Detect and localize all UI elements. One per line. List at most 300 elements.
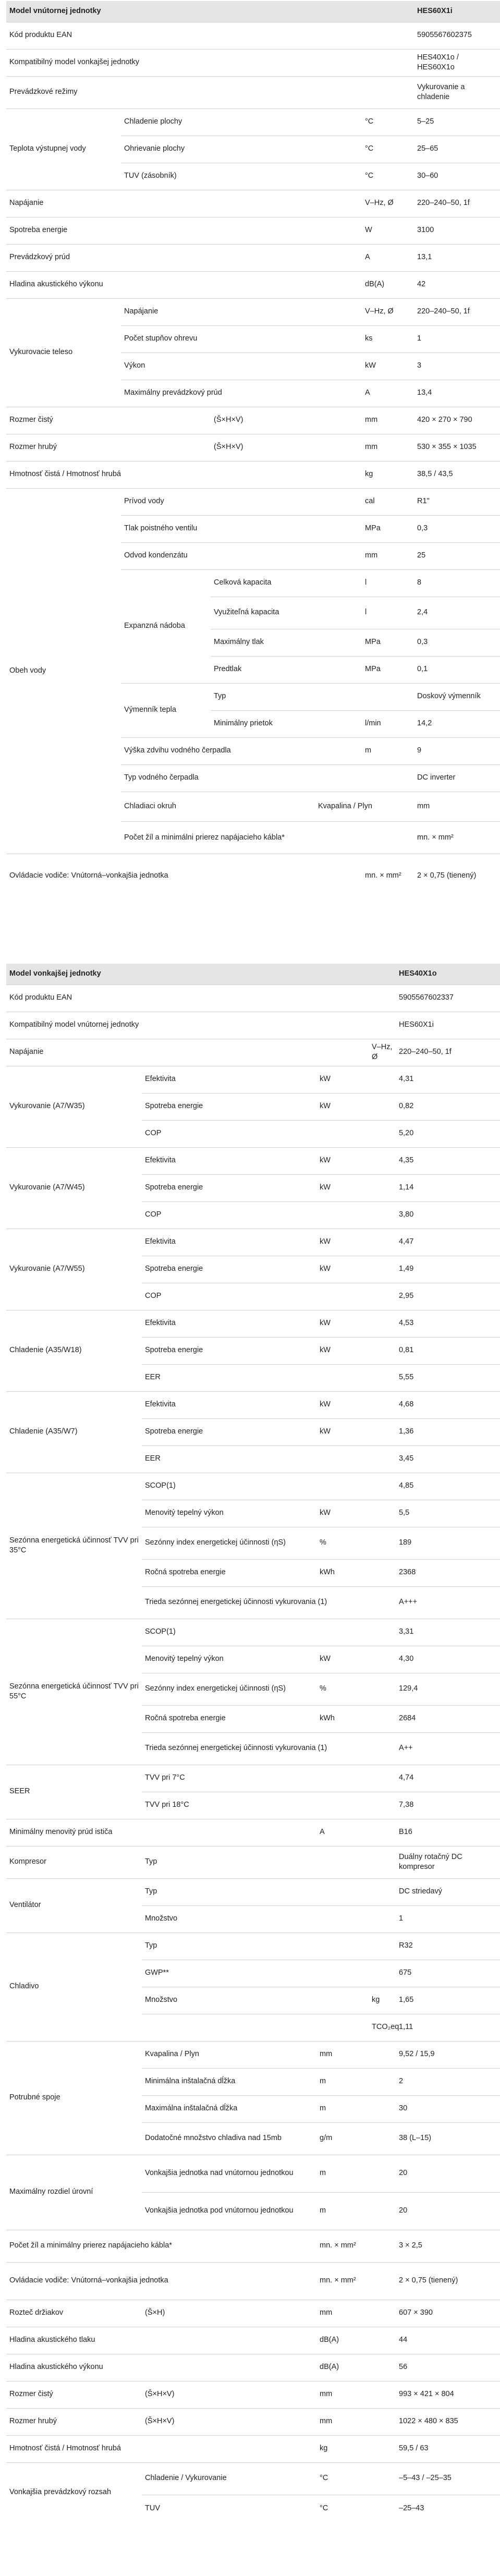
- table-cell: 4,47: [396, 1229, 500, 1256]
- table-cell: Vykurovanie (A7/W55): [6, 1229, 142, 1310]
- table-cell: Ovládacie vodiče: Vnútorná–vonkajšia jednotka: [6, 2262, 316, 2300]
- table-cell: Prívod vody: [121, 488, 362, 515]
- table-cell: [369, 1174, 396, 1201]
- table-cell: [369, 1619, 396, 1646]
- table-cell: kW: [316, 1174, 369, 1201]
- table-cell: SCOP(1): [142, 1473, 316, 1500]
- table-cell: [369, 2095, 396, 2122]
- table-cell: [369, 1846, 396, 1878]
- table-cell: [369, 2495, 396, 2522]
- table-row: [6, 434, 500, 461]
- table-cell: %: [316, 1673, 369, 1705]
- table-row: [6, 217, 500, 244]
- table-cell: Typ: [142, 1878, 316, 1905]
- table-cell: Typ: [142, 1846, 316, 1878]
- table-cell: 0,81: [396, 1337, 500, 1364]
- table-row: [6, 1310, 500, 1337]
- table-cell: Rozmer čistý: [6, 2381, 142, 2408]
- table-cell: mn. × mm²: [316, 2230, 369, 2262]
- table-cell: [369, 1960, 396, 1987]
- table-cell: Hmotnosť čistá / Hmotnosť hrubá: [6, 461, 362, 488]
- table-row: [6, 1765, 500, 1792]
- table-cell: Potrubné spoje: [6, 2041, 142, 2155]
- table-cell: [316, 1905, 369, 1933]
- table-cell: [369, 1878, 396, 1905]
- table-cell: (Š×H×V): [142, 2408, 316, 2435]
- table-cell: [369, 1391, 396, 1418]
- table-cell: Chladenie (A35/W7): [6, 1391, 142, 1473]
- table-cell: [369, 2041, 396, 2068]
- table-cell: Chladenie plochy: [121, 108, 362, 136]
- table-cell: [316, 2014, 369, 2041]
- table-cell: [369, 1256, 396, 1283]
- table-cell: 13,4: [414, 380, 500, 407]
- table-cell: [369, 2155, 396, 2192]
- table-cell: Napájanie: [6, 1039, 369, 1066]
- table-row: [6, 2230, 500, 2262]
- table-cell: TUV (zásobník): [121, 163, 362, 190]
- table-cell: 2684: [396, 1705, 500, 1732]
- table-row: [6, 1933, 500, 1960]
- table-cell: %: [316, 1527, 369, 1559]
- table-cell: Spotreba energie: [142, 1093, 316, 1120]
- table-cell: B16: [396, 1819, 500, 1846]
- table-row: [6, 190, 500, 217]
- table-cell: 420 × 270 × 790: [414, 407, 500, 434]
- table-row: [6, 108, 500, 136]
- table-cell: [316, 1846, 369, 1878]
- table-cell: Dodatočné množstvo chladiva nad 15mb: [142, 2122, 316, 2155]
- table-cell: SEER: [6, 1765, 142, 1819]
- header-cell: HES40X1o: [396, 964, 500, 985]
- table-row: [6, 1147, 500, 1174]
- table-cell: kWh: [316, 1559, 369, 1586]
- table-cell: COP: [142, 1201, 316, 1229]
- table-cell: Využiteľná kapacita: [211, 597, 362, 629]
- table-cell: 4,85: [396, 1473, 500, 1500]
- table-cell: 993 × 421 × 804: [396, 2381, 500, 2408]
- header-cell: Model vonkajšej jednotky: [6, 964, 396, 985]
- table-cell: [316, 1960, 369, 1987]
- table-cell: (Š×H×V): [142, 2381, 316, 2408]
- table-cell: 8: [414, 569, 500, 597]
- table-cell: Efektivita: [142, 1310, 316, 1337]
- table-cell: 220–240–50, 1f: [414, 298, 500, 325]
- table-cell: mm: [362, 434, 414, 461]
- table-cell: °C: [362, 163, 414, 190]
- table-cell: Hladina akustického výkonu: [6, 271, 362, 298]
- table-row: [6, 407, 500, 434]
- table-cell: 38 (L–15): [396, 2122, 500, 2155]
- table-cell: [369, 2230, 396, 2262]
- table-cell: 4,30: [396, 1646, 500, 1673]
- table-cell: 2 × 0,75 (tienený): [417, 871, 477, 880]
- table-cell: Teplota výstupnej vody: [6, 108, 121, 190]
- table-cell: Predtlak: [211, 656, 362, 683]
- table-cell: SCOP(1): [142, 1619, 316, 1646]
- table-row: [6, 488, 500, 515]
- table-cell: COP: [142, 1283, 316, 1310]
- header-cell: Model vnútornej jednotky: [6, 1, 414, 22]
- table-cell: 42: [414, 271, 500, 298]
- table-cell: mm: [316, 2041, 369, 2068]
- table-cell: [316, 1473, 369, 1500]
- table-cell: kW: [316, 1147, 369, 1174]
- table-cell: Kvapalina / Plyn: [142, 2041, 316, 2068]
- table-cell: [369, 1559, 396, 1586]
- table-cell: GWP**: [142, 1960, 316, 1987]
- table-cell: Kompresor: [6, 1846, 142, 1878]
- table-row: [6, 1229, 500, 1256]
- table-cell: °C: [316, 2462, 369, 2495]
- table-cell: 13,1: [414, 244, 500, 271]
- table-cell: l/min: [362, 710, 414, 737]
- table-cell: 2,4: [414, 597, 500, 629]
- table-cell: Počet stupňov ohrevu: [121, 325, 362, 353]
- table-cell: °C: [362, 108, 414, 136]
- table-cell: Minimálny prietok: [211, 710, 362, 737]
- table-row: [6, 1391, 500, 1418]
- table-cell: Rozmer hrubý: [6, 2408, 142, 2435]
- table-cell: Ohrievanie plochy: [121, 136, 362, 163]
- table-row: [6, 1012, 500, 1039]
- table-cell: 189: [396, 1527, 500, 1559]
- table-cell: [369, 1586, 396, 1619]
- table-row: [6, 1846, 500, 1878]
- table-cell: Rozmer čistý: [6, 407, 211, 434]
- table-cell: Počet žíl a minimálny prierez napájacieho kábla*: [6, 2230, 316, 2262]
- table-cell: Spotreba energie: [142, 1174, 316, 1201]
- table-cell: Výkon: [121, 353, 362, 380]
- table-cell: Odvod kondenzátu: [121, 542, 362, 569]
- table-cell: 1022 × 480 × 835: [396, 2408, 500, 2435]
- table-cell: A: [316, 1819, 369, 1846]
- table-cell: l: [362, 569, 414, 597]
- table-cell: kW: [316, 1418, 369, 1445]
- table-cell: HES40X1o / HES60X1o: [414, 49, 500, 76]
- table-cell: mm: [316, 2408, 369, 2435]
- table-cell: [369, 2068, 396, 2095]
- table-cell: –5–43 / –25–35: [396, 2462, 500, 2495]
- table-cell: 0,1: [414, 656, 500, 683]
- table-cell: Efektivita: [142, 1066, 316, 1093]
- table-cell: 5905567602375: [414, 22, 500, 49]
- table-cell: Doskový výmenník: [414, 683, 500, 710]
- table-header-row: [6, 964, 500, 985]
- table-cell: [316, 1878, 369, 1905]
- table-cell: Počet žíl a minimálni prierez napájacieho kábla*: [121, 822, 414, 854]
- table-cell: 3100: [414, 217, 500, 244]
- table-cell: [316, 1765, 369, 1792]
- table-cell: V–Hz, Ø: [362, 190, 414, 217]
- table-cell: Ročná spotreba energie: [142, 1559, 316, 1586]
- table-cell: [369, 2300, 396, 2327]
- table-row: [6, 2381, 500, 2408]
- table-cell: [142, 2014, 316, 2041]
- table-cell: [369, 1765, 396, 1792]
- table-cell: mm: [316, 2381, 369, 2408]
- table-cell: Hladina akustického výkonu: [6, 2354, 316, 2381]
- table-cell: m: [316, 2068, 369, 2095]
- table-cell: [369, 1066, 396, 1093]
- table-cell: dB(A): [316, 2327, 369, 2354]
- table-row: [6, 1878, 500, 1905]
- table-cell: [369, 2122, 396, 2155]
- table-cell: [369, 1445, 396, 1473]
- table-cell: [369, 1673, 396, 1705]
- table-cell: [369, 2192, 396, 2230]
- table-cell: m: [362, 737, 414, 764]
- table-cell: Prevádzkový prúd: [6, 244, 362, 271]
- table-cell: 30: [396, 2095, 500, 2122]
- table-cell: 25: [414, 542, 500, 569]
- table-cell: (Š×H): [142, 2300, 316, 2327]
- table-cell: [369, 1473, 396, 1500]
- table-cell: TVV pri 7°C: [142, 1765, 316, 1792]
- table-cell: Sezónna energetická účinnosť TVV pri 35°C: [6, 1473, 142, 1619]
- table-cell: Chladivo: [6, 1933, 142, 2041]
- table-row: [6, 2327, 500, 2354]
- table-cell: Množstvo: [142, 1987, 316, 2014]
- table-cell: 44: [396, 2327, 500, 2354]
- table-cell: Kód produktu EAN: [6, 22, 414, 49]
- table-cell: m: [316, 2155, 369, 2192]
- table-cell: Typ: [142, 1933, 316, 1960]
- table-cell: mn. × mm²: [316, 2262, 369, 2300]
- table-cell: 2: [396, 2068, 500, 2095]
- table-cell: Maximálny rozdiel úrovní: [6, 2155, 142, 2230]
- table-cell: 0,3: [414, 629, 500, 656]
- table-cell: mm: [362, 542, 414, 569]
- table-cell: 4,35: [396, 1147, 500, 1174]
- table-cell: Efektivita: [142, 1391, 316, 1418]
- table-cell: A++: [396, 1732, 500, 1765]
- table-cell: Vykurovanie a chladenie: [414, 76, 500, 108]
- table-row: [6, 49, 500, 76]
- table-cell: [369, 2381, 396, 2408]
- table-cell: Vykurovacie teleso: [6, 298, 121, 407]
- table-cell: kW: [316, 1391, 369, 1418]
- table-cell: Spotreba energie: [142, 1256, 316, 1283]
- table-cell: MPa: [362, 515, 414, 542]
- table-row: [6, 2408, 500, 2435]
- table-cell: [369, 1147, 396, 1174]
- table-row: [6, 2462, 500, 2495]
- table-cell: 5–25: [414, 108, 500, 136]
- table-cell: Duálny rotačný DC kompresor: [396, 1846, 500, 1878]
- table-cell: kW: [316, 1500, 369, 1527]
- table-row: [6, 1473, 500, 1500]
- table-cell: [362, 764, 414, 792]
- table-cell: [316, 1201, 369, 1229]
- table-cell: [369, 1933, 396, 1960]
- table-cell: 2,95: [396, 1283, 500, 1310]
- table-cell: kg: [316, 2435, 369, 2462]
- table-cell: 4,74: [396, 1765, 500, 1792]
- table-cell: 530 × 355 × 1035: [414, 434, 500, 461]
- table-cell: MPa: [362, 656, 414, 683]
- table-cell: Menovitý tepelný výkon: [142, 1646, 316, 1673]
- table-cell: Typ: [211, 683, 362, 710]
- table-cell: kg: [362, 461, 414, 488]
- table-cell: Rozmer hrubý: [6, 434, 211, 461]
- table-cell: –25–43: [399, 2504, 424, 2512]
- table-cell: TCO₂eq: [369, 2014, 396, 2041]
- table-cell: [369, 1120, 396, 1147]
- table-cell: A: [362, 244, 414, 271]
- table-cell: Tlak poistného ventilu: [121, 515, 362, 542]
- table-cell: 30–60: [414, 163, 500, 190]
- table-cell: kg: [369, 1987, 396, 2014]
- table-cell: A: [362, 380, 414, 407]
- table-cell: (Š×H×V): [211, 434, 362, 461]
- table-row: [6, 2262, 500, 2300]
- table-cell: 607 × 390: [396, 2300, 500, 2327]
- table-cell: Napájanie: [121, 298, 362, 325]
- table-cell: 9: [414, 737, 500, 764]
- table-cell: [369, 1792, 396, 1819]
- table-cell: kW: [316, 1310, 369, 1337]
- table-row: [6, 76, 500, 108]
- table-cell: Rozteč držiakov: [6, 2300, 142, 2327]
- table-cell: EER: [142, 1445, 316, 1473]
- table-cell: [316, 1792, 369, 1819]
- table-cell: Vonkajšia jednotka nad vnútornou jednotkou: [142, 2155, 316, 2192]
- table-cell: Efektivita: [142, 1229, 316, 1256]
- table-row: [6, 22, 500, 49]
- table-cell: mn. × mm²: [365, 871, 401, 880]
- table-cell: [369, 1093, 396, 1120]
- table-cell: Spotreba energie: [6, 217, 362, 244]
- table-cell: Maximálna inštalačná dĺžka: [142, 2095, 316, 2122]
- table-cell: [369, 1819, 396, 1846]
- table-cell: g/m: [316, 2122, 369, 2155]
- table-cell: [369, 1646, 396, 1673]
- table-cell: Kompatibilný model vonkajšej jednotky: [6, 49, 414, 76]
- table-cell: [369, 1337, 396, 1364]
- table-cell: 20: [396, 2155, 500, 2192]
- table-cell: R1": [414, 488, 500, 515]
- table-cell: 1,65: [396, 1987, 500, 2014]
- table-row: [6, 2041, 500, 2068]
- table-cell: 1: [414, 325, 500, 353]
- table-cell: 7,38: [396, 1792, 500, 1819]
- table-cell: 59,5 / 63: [396, 2435, 500, 2462]
- table-row: [6, 2300, 500, 2327]
- table-cell: kW: [316, 1066, 369, 1093]
- table-cell: Maximálny tlak: [211, 629, 362, 656]
- table-cell: kW: [316, 1229, 369, 1256]
- table-cell: Maximálny prevádzkový prúd: [121, 380, 362, 407]
- table-cell: 5905567602337: [396, 985, 500, 1012]
- table-cell: 1: [396, 1905, 500, 1933]
- table-cell: Sezónny index energetickej účinnosti (ηS): [142, 1673, 316, 1705]
- table-cell: 14,2: [414, 710, 500, 737]
- table-cell: TUV: [145, 2504, 160, 2512]
- table-cell: [316, 1619, 369, 1646]
- table-cell: Kód produktu EAN: [6, 985, 396, 1012]
- table-row: [6, 1819, 500, 1846]
- table-cell: Prevádzkové režimy: [6, 76, 414, 108]
- table-cell: 1,36: [396, 1418, 500, 1445]
- table-cell: Spotreba energie: [142, 1337, 316, 1364]
- table-row: [6, 2354, 500, 2381]
- table-cell: 4,31: [396, 1066, 500, 1093]
- table-cell: TVV pri 18°C: [142, 1792, 316, 1819]
- table-cell: kW: [316, 1256, 369, 1283]
- table-cell: 129,4: [396, 1673, 500, 1705]
- table-cell: Minimálna inštalačná dĺžka: [142, 2068, 316, 2095]
- table-cell: [369, 2327, 396, 2354]
- table-cell: kWh: [316, 1705, 369, 1732]
- table-cell: Chladiaci okruh: [121, 792, 315, 822]
- table-cell: Vonkajšia jednotka pod vnútornou jednotkou: [142, 2192, 316, 2230]
- table-cell: 1,14: [396, 1174, 500, 1201]
- table-cell: 3: [414, 353, 500, 380]
- table-cell: 2368: [396, 1559, 500, 1586]
- table-cell: Celková kapacita: [211, 569, 362, 597]
- table-cell: Sezónna energetická účinnosť TVV pri 55°C: [6, 1619, 142, 1765]
- table-cell: Vykurovanie (A7/W35): [6, 1066, 142, 1147]
- table-cell: 0,82: [396, 1093, 500, 1120]
- table-cell: mn. × mm²: [414, 822, 500, 854]
- table-cell: Trieda sezónnej energetickej účinnosti vykurovania (1): [142, 1732, 369, 1765]
- table-cell: m: [316, 2192, 369, 2230]
- table-cell: Chladenie / Vykurovanie: [142, 2462, 316, 2495]
- table-cell: DC inverter: [414, 764, 500, 792]
- table-cell: [369, 1500, 396, 1527]
- table-cell: Expanzná nádoba: [121, 569, 211, 683]
- table-cell: l: [362, 597, 414, 629]
- table-row: [6, 985, 500, 1012]
- table-cell: dB(A): [316, 2354, 369, 2381]
- table-cell: ks: [362, 325, 414, 353]
- table-cell: [316, 1445, 369, 1473]
- table-cell: 25–65: [414, 136, 500, 163]
- table-cell: 20: [396, 2192, 500, 2230]
- table-cell: Kvapalina / Plyn: [315, 792, 414, 822]
- table-cell: (Š×H×V): [211, 407, 362, 434]
- table-cell: Ventilátor: [6, 1878, 142, 1933]
- table-cell: 4,68: [396, 1391, 500, 1418]
- header-cell: HES60X1i: [414, 1, 500, 22]
- table-cell: Výška zdvihu vodného čerpadla: [121, 737, 362, 764]
- table-cell: 220–240–50, 1f: [414, 190, 500, 217]
- table-cell: m: [316, 2095, 369, 2122]
- table-cell: DC striedavý: [396, 1878, 500, 1905]
- table-row: [6, 2435, 500, 2462]
- table-cell: V–Hz, Ø: [369, 1039, 396, 1066]
- table-cell: 4,53: [396, 1310, 500, 1337]
- table-cell: Hladina akustického tlaku: [6, 2327, 316, 2354]
- table-cell: 5,5: [396, 1500, 500, 1527]
- table-row: [6, 2155, 500, 2192]
- table-cell: [316, 1364, 369, 1391]
- table-cell: [369, 2435, 396, 2462]
- table-cell: V–Hz, Ø: [362, 298, 414, 325]
- indoor-unit-spec-table: [6, 1, 500, 897]
- table-cell: [369, 2262, 396, 2300]
- table-cell: Ročná spotreba energie: [142, 1705, 316, 1732]
- table-cell: dB(A): [362, 271, 414, 298]
- outdoor-unit-spec-table: [6, 964, 500, 2522]
- table-cell: A+++: [396, 1586, 500, 1619]
- table-cell: W: [362, 217, 414, 244]
- table-cell: [369, 1201, 396, 1229]
- table-cell: 3,80: [396, 1201, 500, 1229]
- table-row: [6, 244, 500, 271]
- table-cell: Spotreba energie: [142, 1418, 316, 1445]
